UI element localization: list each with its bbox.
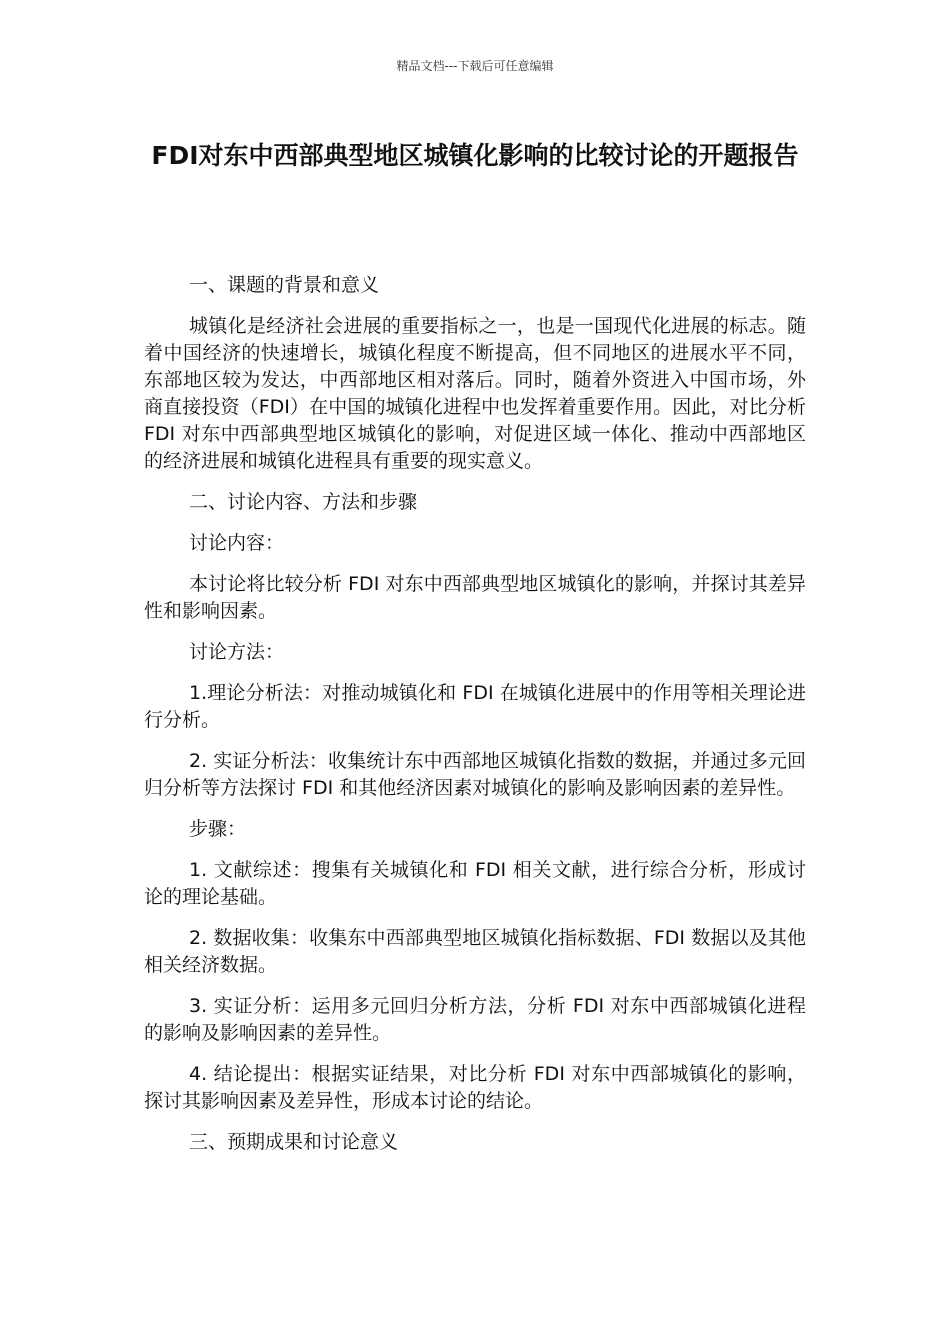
step-item-4: 4. 结论提出：根据实证结果，对比分析 FDI 对东中西部城镇化的影响，探讨其影响因素及差异性，形成本讨论的结论。 — [144, 1063, 806, 1112]
method-item-1: 1.理论分析法：对推动城镇化和 FDI 在城镇化进展中的作用等相关理论进行分析。 — [144, 682, 806, 731]
subheading-content: 讨论内容： — [189, 532, 285, 554]
subheading-steps: 步骤： — [189, 818, 247, 840]
step-item-1: 1. 文献综述：搜集有关城镇化和 FDI 相关文献，进行综合分析，形成讨论的理论基础。 — [144, 859, 806, 908]
header-note: 精品文档---下载后可任意编辑 — [396, 59, 554, 73]
document-body — [144, 272, 806, 1170]
section-heading-outcomes: 三、预期成果和讨论意义 — [189, 1131, 399, 1153]
step-item-3: 3. 实证分析：运用多元回归分析方法，分析 FDI 对东中西部城镇化进程的影响及影响因素的差异性。 — [144, 995, 806, 1044]
section-heading-background: 一、课题的背景和意义 — [189, 274, 380, 296]
paragraph-background: 城镇化是经济社会进展的重要指标之一，也是一国现代化进展的标志。随着中国经济的快速增长，城镇化程度不断提高，但不同地区的进展水平不同，东部地区较为发达，中西部地区相对落后。同时，随着外资进入中国市场，外商直接投资（FDI）在中国的城镇化进程中也发挥着重要作用。因此，对比分析 FDI 对东中西部典型地区城镇化的影响，对促进区域一体化、推动中西部地区的经济进展和城镇化进程具有重要的现实意义。 — [144, 315, 806, 472]
document-title: FDI对东中西部典型地区城镇化影响的比较讨论的开题报告 — [151, 141, 799, 170]
subheading-methods: 讨论方法： — [189, 641, 285, 663]
step-item-2: 2. 数据收集：收集东中西部典型地区城镇化指标数据、FDI 数据以及其他相关经济数据。 — [144, 927, 806, 976]
method-item-2: 2. 实证分析法：收集统计东中西部地区城镇化指数的数据，并通过多元回归分析等方法探讨 FDI 和其他经济因素对城镇化的影响及影响因素的差异性。 — [144, 750, 806, 799]
section-heading-content-methods: 二、讨论内容、方法和步骤 — [189, 491, 418, 513]
paragraph-content: 本讨论将比较分析 FDI 对东中西部典型地区城镇化的影响，并探讨其差异性和影响因素。 — [144, 573, 806, 622]
